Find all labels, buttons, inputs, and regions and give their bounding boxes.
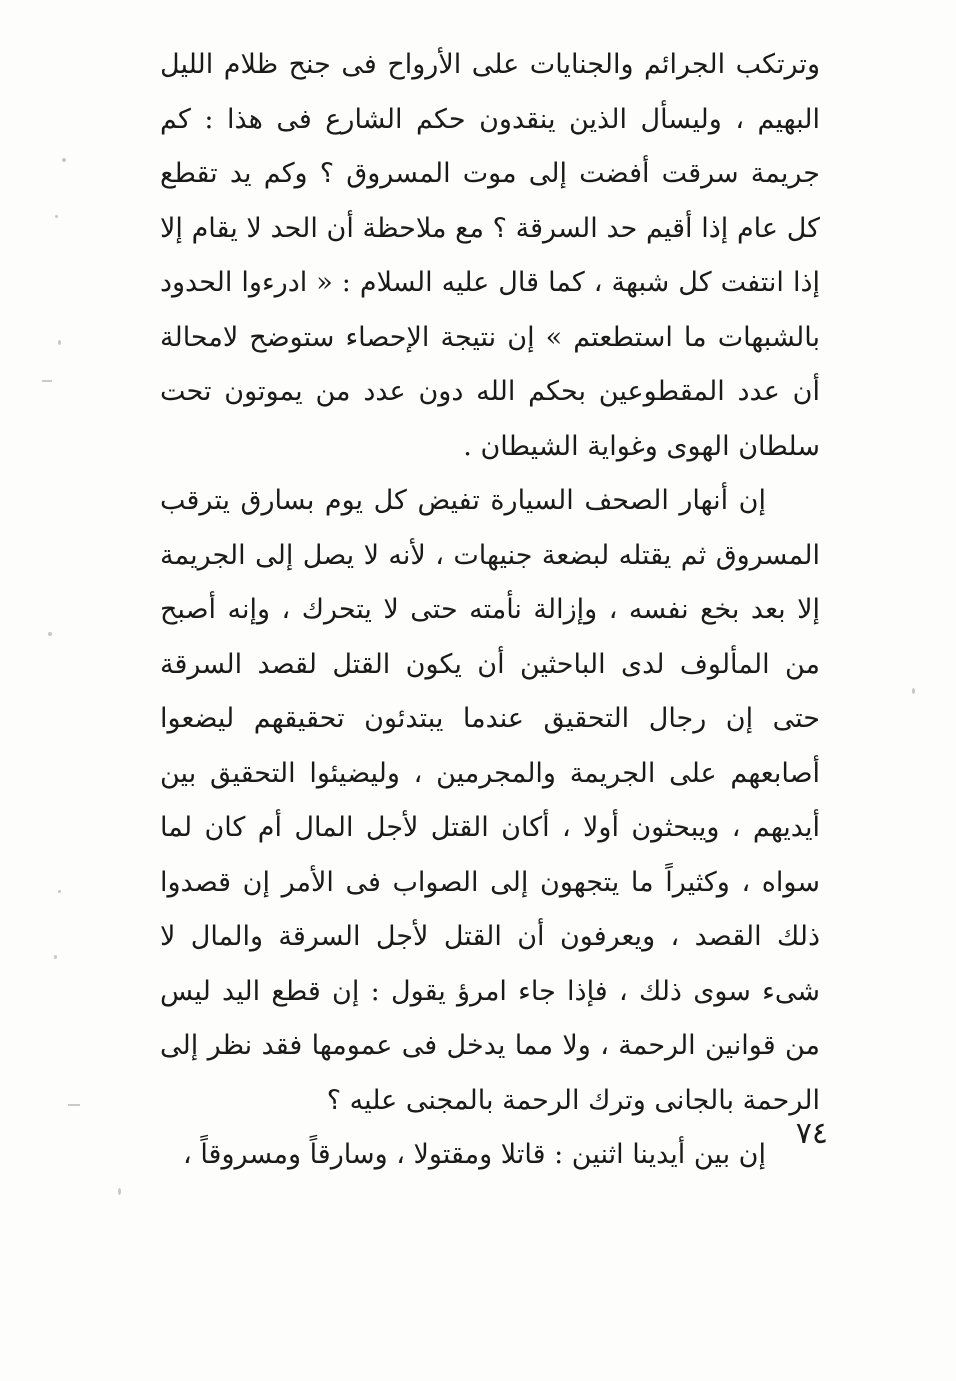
scan-speck (55, 215, 58, 218)
paragraph-1: وترتكب الجرائم والجنايات على الأرواح فى جنح ظلام الليل البهيم ، وليسأل الذين ينقدون حكم الشارع فى هذا : كم جريمة سرقت أفضت إلى موت المسروق ؟ وكم يد تقطع كل عام إذا أقيم حد السرقة ؟ مع ملاحظة أن الحد لا يقام إلا إذا انتفت كل شبهة ، كما قال عليه السلام : « ادرءوا الحدود بالشبهات ما استطعتم » إن نتيجة الإحصاء ستوضح لامحالة أن عدد المقطوعين بحكم الله دون عدد من يموتون تحت سلطان الهوى وغواية الشيطان . (160, 49, 820, 462)
scan-speck (118, 1188, 121, 1195)
paragraph-3: إن بين أيدينا اثنين : قاتلا ومقتولا ، وسارقاً ومسروقاً ، (183, 1139, 766, 1170)
scan-speck (58, 340, 61, 345)
scan-speck (48, 632, 52, 636)
body-text (160, 38, 820, 1183)
scan-speck (68, 1104, 80, 1106)
scan-speck (912, 688, 915, 694)
paragraph-2: إن أنهار الصحف السيارة تفيض كل يوم بسارق يترقب المسروق ثم يقتله لبضعة جنيهات ، لأنه لا يصل إلى الجريمة إلا بعد بخع نفسه ، وإزالة نأمته حتى لا يتحرك ، وإنه أصبح من المألوف لدى الباحثين أن يكون القتل لقصد السرقة حتى إن رجال التحقيق عندما يبتدئون تحقيقهم ليضعوا أصابعهم على الجريمة والمجرمين ، وليضيئوا التحقيق بين أيديهم ، ويبحثون أولا ، أكان القتل لأجل المال أم كان لما سواه ، وكثيراً ما يتجهون إلى الصواب فى الأمر إن قصدوا ذلك القصد ، ويعرفون أن القتل لأجل السرقة والمال لا شىء سوى ذلك ، فإذا جاء امرؤ يقول : إن قطع اليد ليس من قوانين الرحمة ، ولا مما يدخل فى عمومها فقد نظر إلى الرحمة بالجانى وترك الرحمة بالمجنى عليه ؟ (160, 485, 820, 1116)
scan-speck (62, 158, 66, 162)
scan-speck (54, 955, 57, 959)
scan-speck (42, 380, 52, 382)
page-number: ٧٤ (795, 1116, 828, 1151)
scan-speck (58, 890, 61, 893)
